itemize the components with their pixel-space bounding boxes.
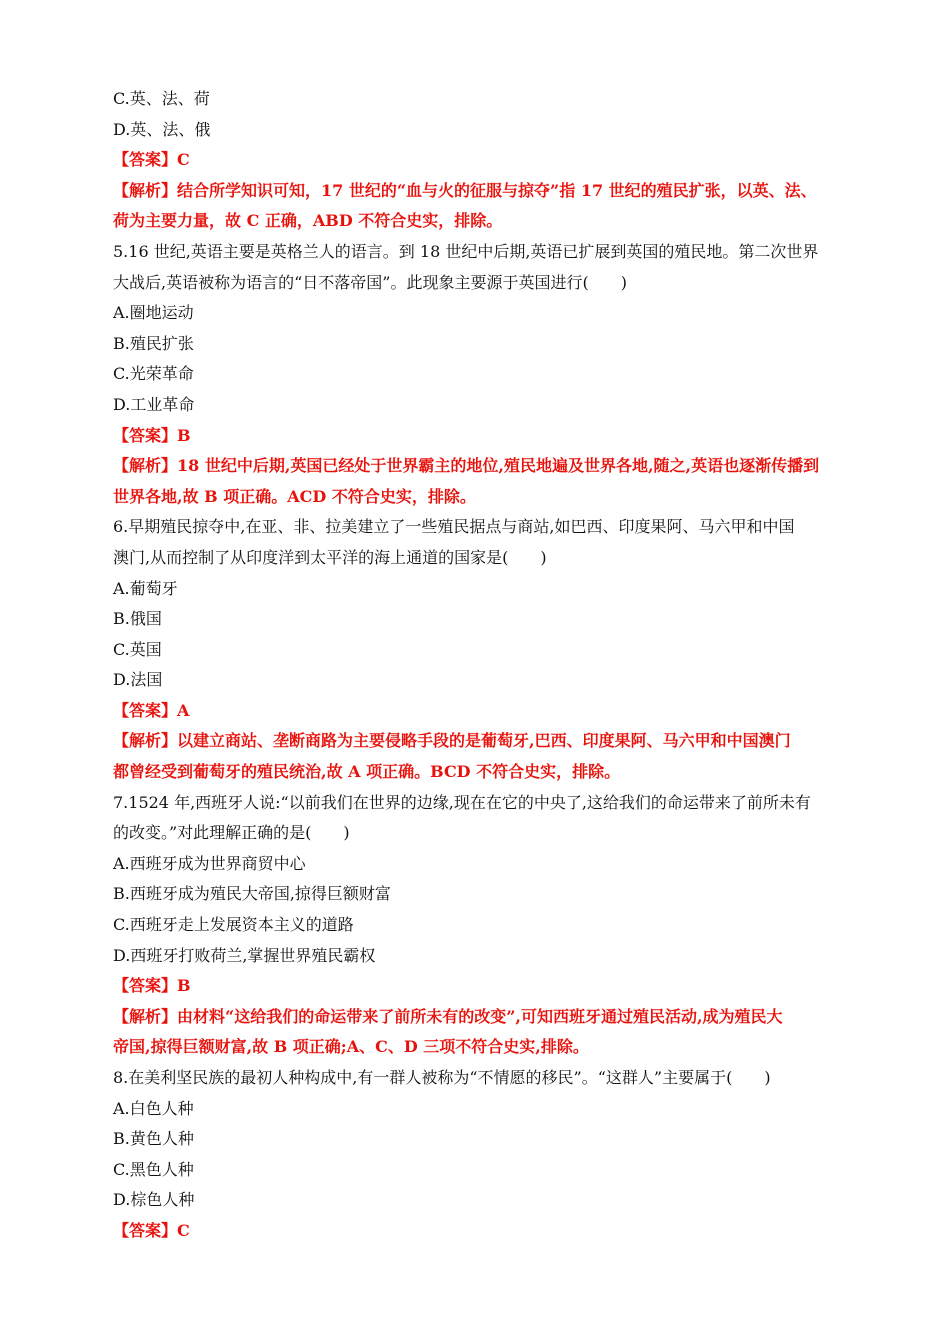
- question-line: 的改变。”对此理解正确的是( ): [113, 823, 350, 843]
- answer-line: 【答案】C: [113, 150, 190, 170]
- option-line: B.俄国: [113, 609, 162, 629]
- option-line: B.西班牙成为殖民大帝国,掠得巨额财富: [113, 884, 391, 904]
- option-line: C.西班牙走上发展资本主义的道路: [113, 915, 354, 935]
- question-line: 8.在美利坚民族的最初人种构成中,有一群人被称为“不情愿的移民”。“这群人”主要属于( ): [113, 1068, 771, 1087]
- option-line: A.西班牙成为世界商贸中心: [113, 853, 306, 873]
- analysis-line: 【解析】由材料“这给我们的命运带来了前所未有的改变”,可知西班牙通过殖民活动,成为殖民大: [113, 1006, 783, 1026]
- option-line: C.黑色人种: [113, 1159, 194, 1179]
- question-line: 5.16 世纪,英语主要是英格兰人的语言。到 18 世纪中后期,英语已扩展到英国的殖民地。第二次世界: [113, 241, 819, 261]
- option-line: D.西班牙打败荷兰,掌握世界殖民霸权: [113, 945, 376, 965]
- analysis-line: 【解析】结合所学知识可知，17 世纪的“血与火的征服与掠夺”指 17 世纪的殖民扩张，以英、法、: [113, 180, 817, 200]
- analysis-line: 世界各地,故 B 项正确。ACD 不符合史实，排除。: [113, 486, 476, 506]
- question-line: 澳门,从而控制了从印度洋到太平洋的海上通道的国家是( ): [113, 547, 547, 567]
- option-line: C.光荣革命: [113, 364, 194, 384]
- option-line: C.英、法、荷: [113, 89, 210, 108]
- question-line: 7.1524 年,西班牙人说:“以前我们在世界的边缘,现在在它的中央了,这给我们的命运带来了前所未有: [113, 792, 811, 812]
- question-line: 大战后,英语被称为语言的“日不落帝国”。此现象主要源于英国进行( ): [113, 272, 627, 292]
- analysis-line: 【解析】以建立商站、垄断商路为主要侵略手段的是葡萄牙,巴西、印度果阿、马六甲和中国澳门: [113, 731, 791, 751]
- document-page: [113, 84, 843, 1247]
- option-line: A.葡萄牙: [113, 578, 178, 598]
- analysis-line: 荷为主要力量，故 C 正确，ABD 不符合史实，排除。: [113, 211, 503, 231]
- option-line: D.法国: [113, 670, 163, 690]
- answer-line: 【答案】A: [113, 700, 190, 720]
- answer-line: 【答案】C: [113, 1220, 190, 1240]
- question-line: 6.早期殖民掠夺中,在亚、非、拉美建立了一些殖民据点与商站,如巴西、印度果阿、马六甲和中国: [113, 517, 795, 537]
- option-line: B.黄色人种: [113, 1129, 194, 1149]
- option-line: C.英国: [113, 639, 162, 659]
- option-line: D.棕色人种: [113, 1190, 195, 1210]
- option-line: A.白色人种: [113, 1098, 194, 1118]
- option-line: B.殖民扩张: [113, 333, 194, 353]
- answer-line: 【答案】B: [113, 976, 191, 996]
- option-line: D.工业革命: [113, 394, 195, 414]
- option-line: A.圈地运动: [113, 303, 194, 323]
- analysis-line: 都曾经受到葡萄牙的殖民统治,故 A 项正确。BCD 不符合史实，排除。: [113, 762, 621, 782]
- option-line: D.英、法、俄: [113, 119, 211, 139]
- answer-line: 【答案】B: [113, 425, 191, 445]
- analysis-line: 【解析】18 世纪中后期,英国已经处于世界霸主的地位,殖民地遍及世界各地,随之,英语也逐渐传播到: [113, 456, 820, 476]
- analysis-line: 帝国,掠得巨额财富,故 B 项正确;A、C、D 三项不符合史实,排除。: [113, 1037, 589, 1057]
